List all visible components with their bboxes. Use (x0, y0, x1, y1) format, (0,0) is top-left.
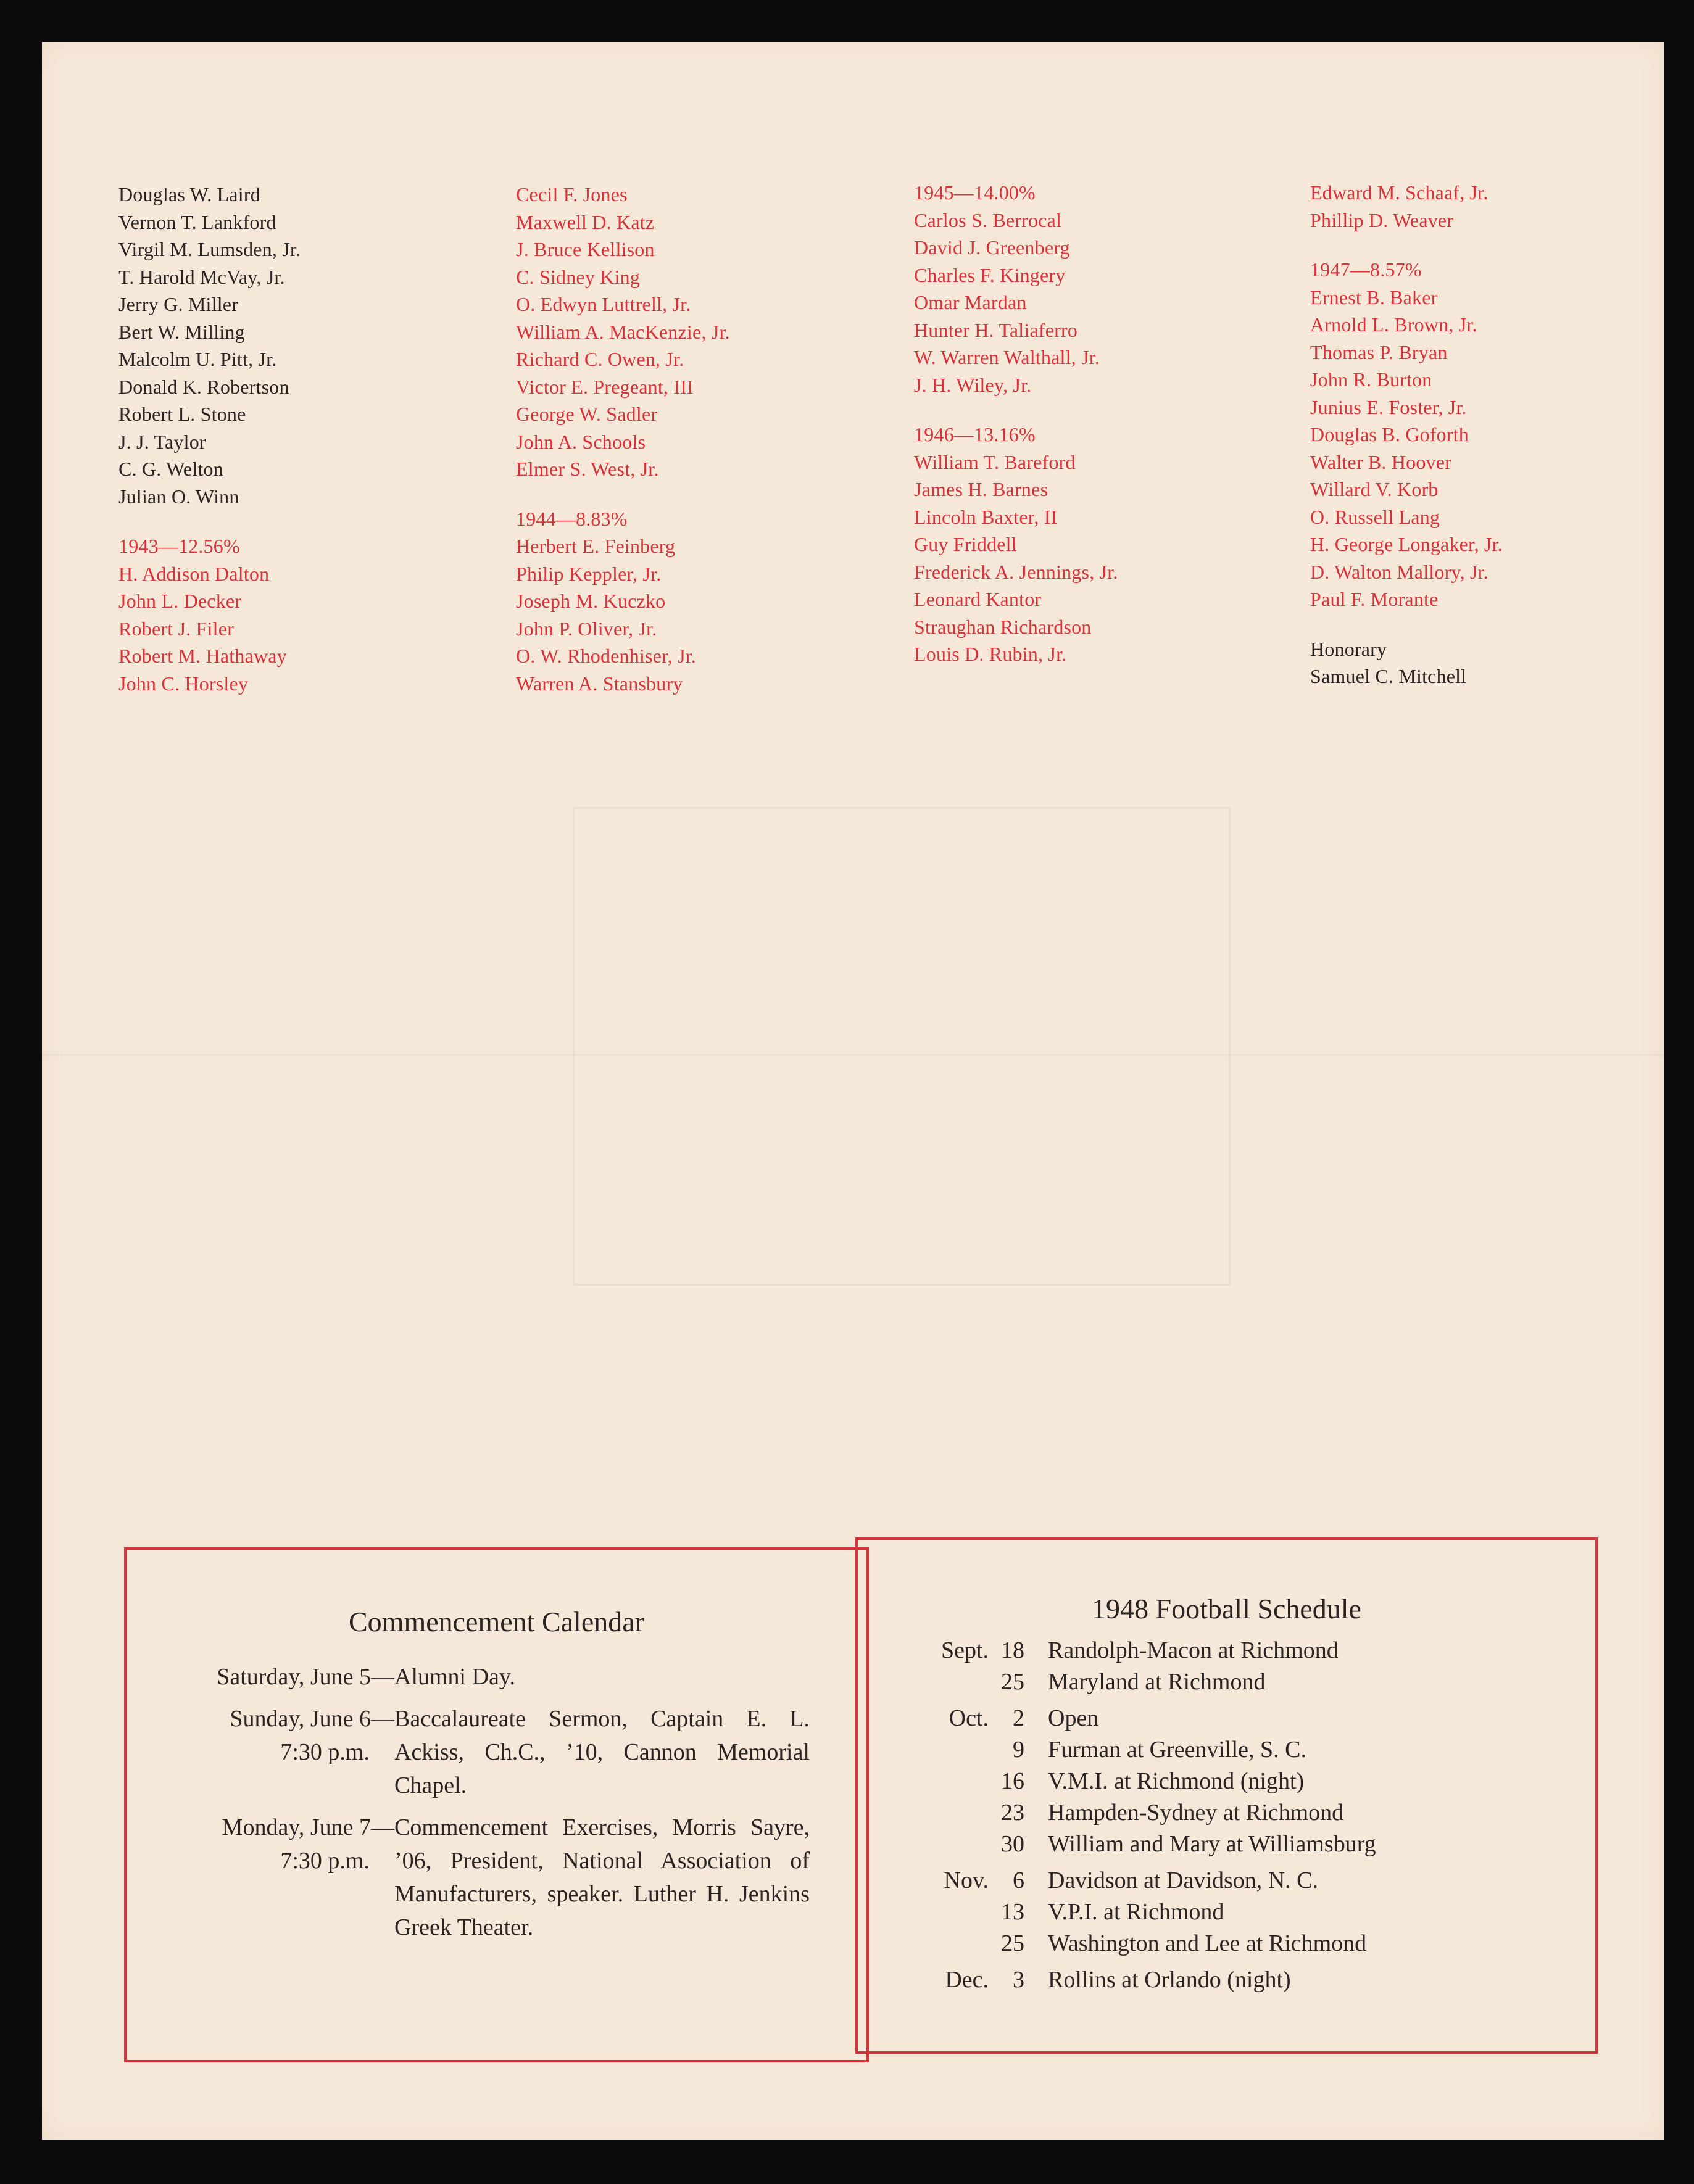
class-year-heading: 1944—8.83% (516, 507, 628, 530)
calendar-event: Commencement Exercises, Morris Sayre, ’06, President, National Association of Manufacturers, speaker. Luther H. Jenkins Greek Theater. (394, 1814, 810, 1940)
game-matchup: Furman at Greenville, S. C. (1048, 1737, 1306, 1763)
game-matchup: Randolph-Macon at Richmond (1048, 1637, 1339, 1663)
show-through-box (573, 807, 1231, 1286)
spacer (932, 1698, 1595, 1703)
game-matchup: Davidson at Davidson, N. C. (1048, 1868, 1319, 1893)
donor-name: Lincoln Baxter, II (914, 505, 1058, 528)
football-game-row (932, 1865, 1595, 1897)
game-day: 25 (1001, 1669, 1024, 1695)
donor-name: George W. Sadler (516, 403, 658, 425)
donor-name: O. Russell Lang (1310, 505, 1440, 528)
donor-name: Jerry G. Miller (118, 293, 239, 315)
football-game-row (932, 1703, 1595, 1734)
donor-name: John C. Horsley (118, 672, 249, 695)
roster-column-2 (516, 181, 862, 697)
class-year-heading: 1946—13.16% (914, 423, 1036, 445)
donor-name: W. Warren Walthall, Jr. (914, 346, 1100, 368)
donor-name: O. W. Rhodenhiser, Jr. (516, 645, 697, 667)
donor-name: John P. Oliver, Jr. (516, 617, 657, 640)
donor-name: Carlos S. Berrocal (914, 209, 1062, 231)
calendar-time: 7:30 p.m. (280, 1739, 370, 1765)
calendar-entry (183, 1811, 810, 1944)
class-year-heading: 1943—12.56% (118, 535, 240, 557)
game-matchup: Maryland at Richmond (1048, 1669, 1266, 1695)
donor-name: Douglas W. Laird (118, 183, 260, 205)
calendar-title: Commencement Calendar (348, 1606, 644, 1637)
calendar-event: Alumni Day. (394, 1664, 515, 1690)
donor-name: Virgil M. Lumsden, Jr. (118, 238, 301, 260)
calendar-entry (183, 1660, 810, 1694)
donor-name: Julian O. Winn (118, 485, 239, 508)
game-matchup: Hampden-Sydney at Richmond (1048, 1800, 1344, 1826)
donor-name: Douglas B. Goforth (1310, 423, 1469, 445)
donor-name: C. G. Welton (118, 458, 223, 480)
donor-name: Arnold L. Brown, Jr. (1310, 313, 1477, 336)
donor-name: William T. Bareford (914, 450, 1076, 473)
donor-name: H. Addison Dalton (118, 562, 270, 585)
spacer (1310, 234, 1656, 256)
football-schedule-box (855, 1537, 1598, 2054)
donor-name: Junius E. Foster, Jr. (1310, 395, 1467, 418)
football-games (932, 1635, 1595, 1996)
donor-name: Malcolm U. Pitt, Jr. (118, 348, 277, 370)
donor-name: Straughan Richardson (914, 615, 1092, 638)
donor-name: Walter B. Hoover (1310, 450, 1451, 473)
calendar-event: Baccalaureate Sermon, Captain E. L. Ackiss, Ch.C., ’10, Cannon Memorial Chapel. (394, 1706, 810, 1798)
game-day: 13 (1001, 1899, 1024, 1925)
donor-name: Charles F. Kingery (914, 263, 1066, 286)
donor-name: John A. Schools (516, 430, 646, 453)
donor-name: John R. Burton (1310, 368, 1432, 391)
football-game-row (932, 1928, 1595, 1959)
roster-column-1 (118, 181, 464, 697)
donor-name: Edward M. Schaaf, Jr. (1310, 181, 1488, 204)
game-month (932, 1797, 989, 1829)
donor-name: Cecil F. Jones (516, 183, 628, 205)
donor-name: Hunter H. Taliaferro (914, 318, 1078, 341)
calendar-day: Sunday, June 6— (230, 1706, 394, 1732)
donor-name: Guy Friddell (914, 533, 1017, 555)
donor-name: Philip Keppler, Jr. (516, 562, 662, 585)
document-page (42, 42, 1664, 2140)
game-day: 6 (1013, 1868, 1024, 1893)
donor-name: J. Bruce Kellison (516, 238, 655, 260)
game-month (932, 1666, 989, 1698)
spacer (118, 510, 464, 532)
calendar-time: 7:30 p.m. (280, 1848, 370, 1874)
spacer (1310, 613, 1656, 635)
donor-name: Victor E. Pregeant, III (516, 375, 694, 398)
game-day: 16 (1001, 1768, 1024, 1794)
football-game-row (932, 1635, 1595, 1666)
game-day: 30 (1001, 1831, 1024, 1857)
donor-name: Phillip D. Weaver (1310, 209, 1454, 231)
football-game-row (932, 1797, 1595, 1829)
donor-name: Frederick A. Jennings, Jr. (914, 560, 1118, 583)
donor-name: Robert M. Hathaway (118, 645, 287, 667)
game-month: Oct. (949, 1705, 989, 1731)
class-year-heading: 1945—14.00% (914, 181, 1036, 204)
donor-name: J. J. Taylor (118, 430, 206, 453)
game-month: Nov. (944, 1868, 989, 1893)
football-game-row (932, 1829, 1595, 1860)
donor-name: Leonard Kantor (914, 588, 1042, 610)
donor-name: Richard C. Owen, Jr. (516, 348, 684, 370)
donor-name: D. Walton Mallory, Jr. (1310, 560, 1488, 583)
football-game-row (932, 1666, 1595, 1698)
football-game-row (932, 1766, 1595, 1797)
donor-name: Joseph M. Kuczko (516, 590, 666, 612)
donor-name: John L. Decker (118, 590, 242, 612)
game-matchup: Open (1048, 1705, 1099, 1731)
spacer (516, 483, 862, 505)
game-day: 18 (1001, 1637, 1024, 1663)
donor-name: William A. MacKenzie, Jr. (516, 320, 730, 343)
donor-name: Thomas P. Bryan (1310, 341, 1448, 363)
roster-column-4 (1310, 179, 1656, 690)
donor-name: Warren A. Stansbury (516, 672, 683, 695)
donor-name: T. Harold McVay, Jr. (118, 265, 285, 288)
game-month (932, 1829, 989, 1860)
donor-name: Omar Mardan (914, 291, 1027, 313)
donor-name: Elmer S. West, Jr. (516, 458, 659, 480)
donor-name: J. H. Wiley, Jr. (914, 373, 1032, 396)
calendar-date (183, 1702, 394, 1802)
class-year-heading: Honorary (1310, 637, 1387, 660)
page-fold (42, 1054, 1664, 1057)
game-month (932, 1897, 989, 1928)
game-day: 9 (1013, 1737, 1024, 1763)
donor-name: Ernest B. Baker (1310, 286, 1438, 308)
calendar-entry (183, 1702, 810, 1802)
donor-name: Paul F. Morante (1310, 588, 1439, 610)
game-matchup: Washington and Lee at Richmond (1048, 1930, 1367, 1956)
donor-name: H. George Longaker, Jr. (1310, 533, 1503, 555)
donor-name: Bert W. Milling (118, 320, 245, 343)
donor-name: Maxwell D. Katz (516, 210, 655, 233)
game-month (932, 1734, 989, 1766)
donor-name: Robert L. Stone (118, 403, 246, 425)
game-month (932, 1766, 989, 1797)
donor-name: Herbert E. Feinberg (516, 535, 676, 557)
football-game-row (932, 1897, 1595, 1928)
donor-name: James H. Barnes (914, 478, 1048, 500)
game-matchup: V.M.I. at Richmond (night) (1048, 1768, 1305, 1794)
game-day: 23 (1001, 1800, 1024, 1826)
football-title: 1948 Football Schedule (1092, 1593, 1361, 1624)
football-game-row (932, 1734, 1595, 1766)
game-day: 3 (1013, 1967, 1024, 1993)
donor-name: Donald K. Robertson (118, 375, 289, 398)
commencement-calendar-box (124, 1547, 869, 2062)
football-game-row (932, 1964, 1595, 1996)
spacer (932, 1959, 1595, 1964)
game-month: Sept. (940, 1637, 989, 1663)
donor-name: David J. Greenberg (914, 236, 1070, 259)
class-year-heading: 1947—8.57% (1310, 259, 1422, 281)
calendar-date (183, 1811, 394, 1944)
calendar-day: Saturday, June 5— (217, 1664, 394, 1690)
game-day: 25 (1001, 1930, 1024, 1956)
donor-name: Louis D. Rubin, Jr. (914, 643, 1067, 665)
spacer (914, 399, 1260, 421)
calendar-date (183, 1660, 394, 1694)
donor-name: Samuel C. Mitchell (1310, 665, 1467, 687)
donor-name: C. Sidney King (516, 265, 641, 288)
donor-name: Vernon T. Lankford (118, 210, 276, 233)
calendar-entries (183, 1660, 810, 1944)
roster-column-3 (914, 179, 1260, 668)
donor-name: Robert J. Filer (118, 617, 234, 640)
game-matchup: V.P.I. at Richmond (1048, 1899, 1224, 1925)
game-month (932, 1928, 989, 1959)
game-matchup: William and Mary at Williamsburg (1048, 1831, 1376, 1857)
donor-name: Willard V. Korb (1310, 478, 1439, 500)
game-matchup: Rollins at Orlando (night) (1048, 1967, 1291, 1993)
spacer (932, 1860, 1595, 1865)
game-day: 2 (1013, 1705, 1024, 1731)
calendar-day: Monday, June 7— (222, 1814, 394, 1840)
game-month: Dec. (945, 1967, 989, 1993)
donor-name: O. Edwyn Luttrell, Jr. (516, 293, 691, 315)
